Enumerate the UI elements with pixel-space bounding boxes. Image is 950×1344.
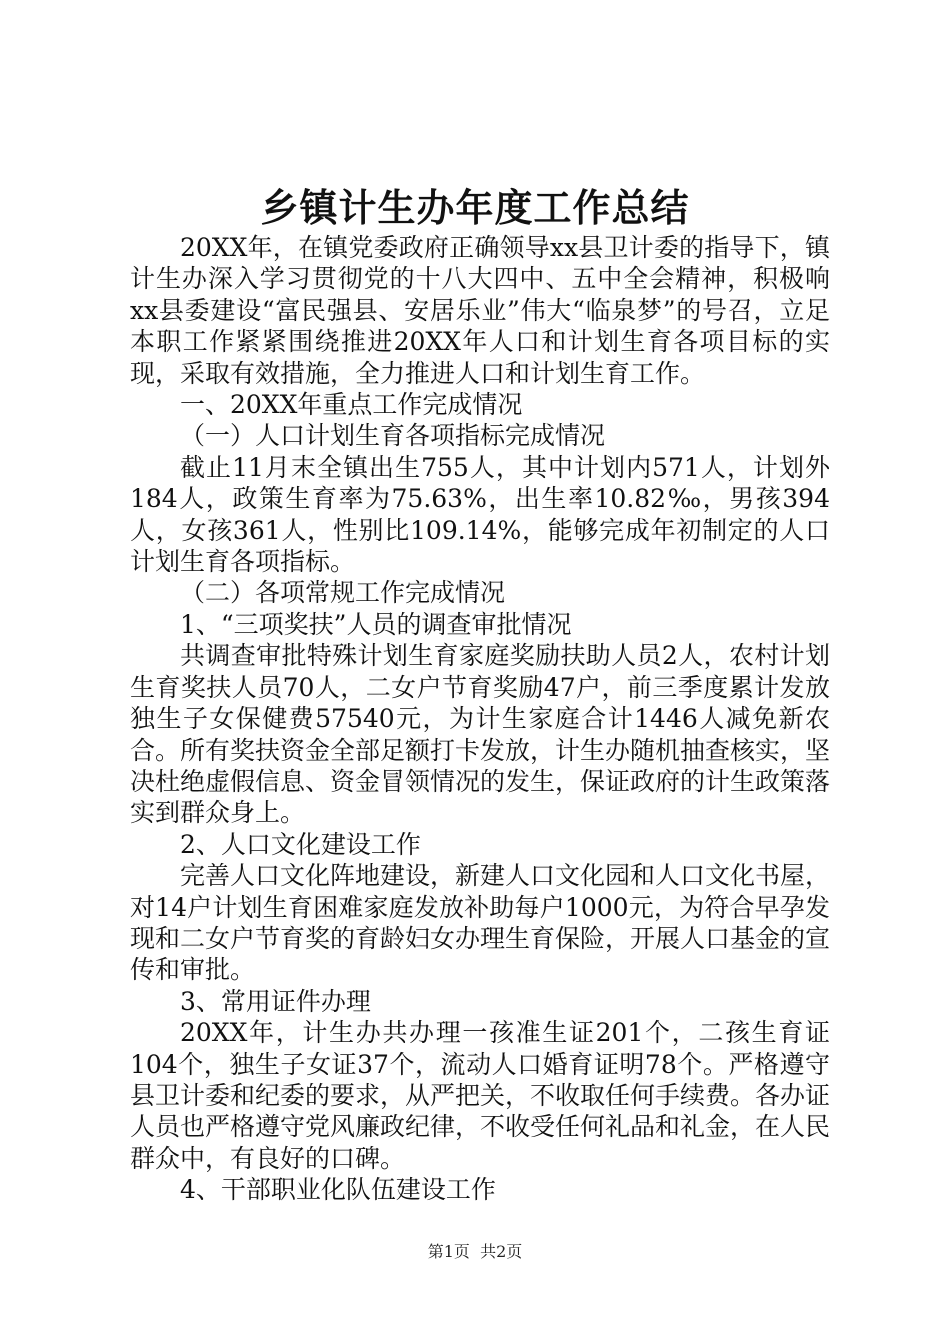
item-heading-3: 3、常用证件办理	[180, 986, 371, 1016]
paragraph-population-stats: 截止11月末全镇出生755人，其中计划内571人，计划外184人，政策生育率为75.63%，出生率10.82‰，男孩394人，女孩361人，性别比109.14%，能够完成年初制定的人口计划生育各项指标。	[130, 452, 830, 577]
section-heading-1: 一、20XX年重点工作完成情况	[180, 390, 523, 420]
item-heading-2: 2、人口文化建设工作	[180, 829, 421, 859]
document-title: 乡镇计生办年度工作总结	[260, 185, 690, 230]
paragraph-intro: 20XX年，在镇党委政府正确领导xx县卫计委的指导下，镇计生办深入学习贯彻党的十八大四中、五中全会精神，积极响xx县委建设“富民强县、安居乐业”伟大“临泉梦”的号召，立足本职工作紧紧围绕推进20XX年人口和计划生育各项目标的实现，采取有效措施，全力推进人口和计划生育工作。	[130, 233, 830, 388]
page-number: 第1页	[427, 1242, 470, 1261]
page-footer	[0, 1240, 950, 1264]
paragraph-certificates: 20XX年，计生办共办理一孩准生证201个，二孩生育证104个，独生子女证37个，流动人口婚育证明78个。严格遵守县卫计委和纪委的要求，从严把关，不收取任何手续费。各办证人员也严格遵守党风廉政纪律，不收受任何礼品和礼金，在人民群众中，有良好的口碑。	[130, 1018, 831, 1173]
subsection-heading-2: （二）各项常规工作完成情况	[180, 578, 506, 608]
item-heading-4: 4、干部职业化队伍建设工作	[180, 1175, 496, 1205]
document-body	[130, 232, 830, 1206]
item-heading-1: 1、“三项奖扶”人员的调查审批情况	[180, 609, 572, 639]
page-total: 共2页	[480, 1242, 523, 1261]
paragraph-rewards: 共调查审批特殊计划生育家庭奖励扶助人员2人，农村计划生育奖扶人员70人，二女户节育奖励47户，前三季度累计发放独生子女保健费57540元，为计生家庭合计1446人减免新农合。所有奖扶资金全部足额打卡发放，计生办随机抽查核实，坚决杜绝虚假信息、资金冒领情况的发生，保证政府的计生政策落实到群众身上。	[130, 641, 831, 828]
subsection-heading-1: （一）人口计划生育各项指标完成情况	[180, 421, 606, 451]
paragraph-culture: 完善人口文化阵地建设，新建人口文化园和人口文化书屋，对14户计划生育困难家庭发放补助每户1000元，为符合早孕发现和二女户节育奖的育龄妇女办理生育保险，开展人口基金的宣传和审批。	[130, 861, 831, 985]
